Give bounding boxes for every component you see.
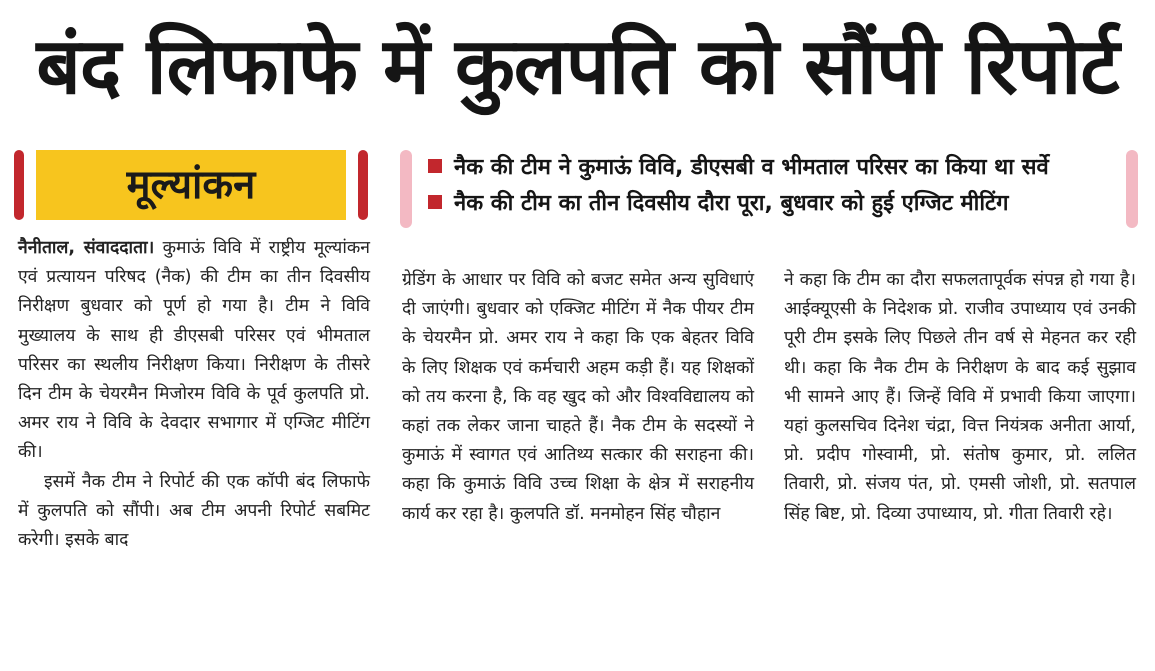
dateline: नैनीताल, संवाददाता। <box>18 238 155 258</box>
section-badge <box>14 150 368 220</box>
badge-left-bar <box>14 150 24 220</box>
badge-right-bar <box>358 150 368 220</box>
subhead-item <box>428 186 1138 222</box>
subhead-right-bar <box>1126 150 1138 228</box>
paragraph <box>18 234 370 468</box>
headline: बंद लिफाफे में कुलपति को सौंपी रिपोर्ट <box>36 22 1119 112</box>
subhead-item <box>428 150 1138 186</box>
paragraph: ने कहा कि टीम का दौरा सफलतापूर्वक संपन्न हो गया है। आईक्यूएसी के निदेशक प्रो. राजीव उपाध्याय एवं उनकी पूरी टीम इसके लिए पिछले तीन वर्ष से मेहनत कर रही थी। कहा कि नैक टीम के निरीक्षण के बाद कई सुझाव भी सामने आए हैं। जिन्हें विवि में प्रभावी किया जाएगा। यहां कुलसचिव दिनेश चंद्रा, वित्त नियंत्रक अनीता आर्या, प्रो. प्रदीप गोस्वामी, प्रो. संतोष कुमार, प्रो. ललित तिवारी, प्रो. संजय पंत, प्रो. एमसी जोशी, प्रो. सतपाल सिंह बिष्ट, प्रो. दिव्या उपाध्याय, प्रो. गीता तिवारी रहे। <box>784 270 1136 524</box>
article-column-3 <box>784 266 1136 529</box>
red-square-bullet-icon <box>428 195 442 209</box>
subhead-text: नैक की टीम ने कुमाऊं विवि, डीएसबी व भीमताल परिसर का किया था सर्वे <box>454 155 1049 180</box>
article-column-1 <box>18 234 370 555</box>
subheadlines <box>400 150 1138 228</box>
paragraph-text: कुमाऊं विवि में राष्ट्रीय मूल्यांकन एवं प्रत्यायन परिषद (नैक) की टीम का तीन दिवसीय निरीक्षण बुधवार को पूर्ण हो गया है। टीम ने विवि मुख्यालय के साथ ही डीएसबी परिसर एवं भीमताल परिसर का स्थलीय निरीक्षण किया। निरीक्षण के तीसरे दिन टीम के चेयरमैन मिजोरम विवि के पूर्व कुलपति प्रो. अमर राय ने विवि के देवदार सभागार में एग्जिट मीटिंग की। <box>18 238 371 463</box>
badge-label: मूल्यांकन <box>36 150 346 220</box>
subhead-text: नैक की टीम का तीन दिवसीय दौरा पूरा, बुधवार को हुई एग्जिट मीटिंग <box>454 191 1009 216</box>
paragraph: ग्रेडिंग के आधार पर विवि को बजट समेत अन्य सुविधाएं दी जाएंगी। बुधवार को एक्जिट मीटिंग में नैक पीयर टीम के चेयरमैन प्रो. अमर राय ने कहा कि एक बेहतर विवि के लिए शिक्षक एवं कर्मचारी अहम कड़ी हैं। यह शिक्षकों को तय करना है, कि वह खुद को और विश्वविद्यालय को कहां तक लेकर जाना चाहते हैं। नैक टीम के सदस्यों ने कुमाऊं में स्वागत एवं आतिथ्य सत्कार की सराहना की। कहा कि कुमाऊं विवि उच्च शिक्षा के क्षेत्र में सराहनीय कार्य कर रहा है। कुलपति डॉ. मनमोहन सिंह चौहान <box>402 270 754 524</box>
article-column-2 <box>402 266 754 529</box>
subhead-left-bar <box>400 150 412 228</box>
paragraph: इसमें नैक टीम ने रिपोर्ट की एक कॉपी बंद लिफाफे में कुलपति को सौंपी। अब टीम अपनी रिपोर्ट सबमिट करेगी। इसके बाद <box>18 471 370 551</box>
red-square-bullet-icon <box>428 159 442 173</box>
